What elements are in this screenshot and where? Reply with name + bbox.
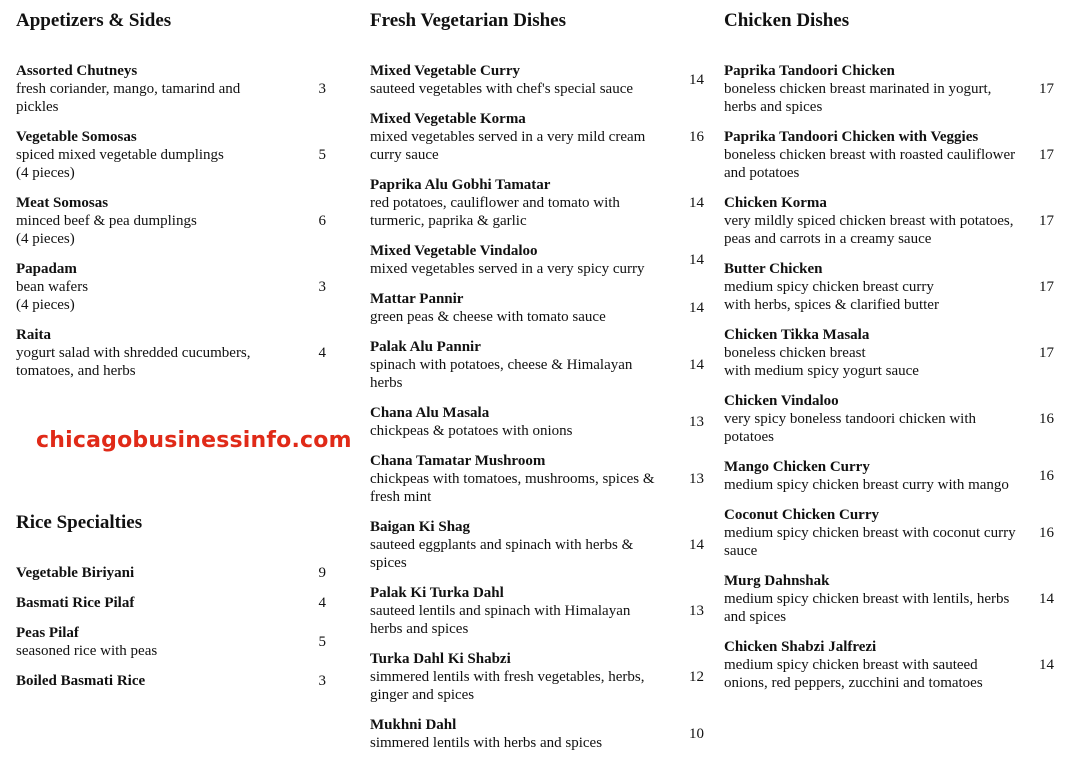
menu-item [370,650,704,704]
menu-item [370,518,704,572]
menu-item-price: 9 [318,565,326,581]
menu-item-name: Raita [16,327,51,343]
menu-item-name: Turka Dahl Ki Shabzi [370,651,511,667]
menu-item [370,584,704,638]
menu-item-price: 4 [318,595,326,611]
menu-item-name: Chana Tamatar Mushroom [370,453,546,469]
menu-item [724,638,1060,692]
menu-item-price: 14 [689,195,704,211]
menu-item-price: 13 [689,471,704,487]
menu-item-name: Paprika Tandoori Chicken with Veggies [724,129,979,145]
menu-item-description: seasoned rice with peas [16,643,158,659]
menu-item-price: 6 [318,213,326,229]
menu-item-price: 5 [318,147,326,163]
menu-item [370,404,704,440]
menu-item [370,338,704,392]
menu-item-name: Peas Pilaf [16,625,79,641]
menu-item-name: Papadam [16,261,77,277]
menu-section-rice-specialties [16,512,328,690]
menu-item-description: medium spicy chicken breast with lentils, herbs and spices [724,591,1010,625]
menu-column-2 [370,10,704,764]
menu-item-name: Baigan Ki Shag [370,519,471,535]
menu-item-name: Mixed Vegetable Korma [370,111,526,127]
menu-item-name: Paprika Tandoori Chicken [724,63,895,79]
menu-item-description: chickpeas & potatoes with onions [370,423,573,439]
menu-item [16,326,328,380]
menu-item-name: Chana Alu Masala [370,405,490,421]
menu-item [724,326,1060,380]
menu-item-price: 17 [1039,345,1054,361]
menu-item-description: simmered lentils with fresh vegetables, herbs, ginger and spices [370,669,645,703]
menu-item-price: 17 [1039,81,1054,97]
menu-item-description: bean wafers (4 pieces) [16,279,89,313]
menu-item-price: 14 [689,537,704,553]
menu-item-price: 3 [318,673,326,689]
watermark: chicagobusinessinfo.com [36,428,352,453]
section-title: Fresh Vegetarian Dishes [370,10,566,31]
menu-item [370,110,704,164]
menu-item-description: boneless chicken breast marinated in yogurt, herbs and spices [724,81,992,115]
menu-item-description: simmered lentils with herbs and spices [370,735,603,751]
menu-section-chicken-dishes [724,10,1060,692]
menu-item-price: 17 [1039,213,1054,229]
menu-item-price: 12 [689,669,704,685]
menu-item-description: fresh coriander, mango, tamarind and pickles [16,81,241,115]
menu-item-description: medium spicy chicken breast curry with herbs, spices & clarified butter [724,279,939,313]
menu-item-price: 14 [689,357,704,373]
menu-item-description: boneless chicken breast with roasted cauliflower and potatoes [724,147,1016,181]
menu-item-name: Butter Chicken [724,261,823,277]
menu-item-description: chickpeas with tomatoes, mushrooms, spices & fresh mint [370,471,655,505]
menu-column-3 [724,10,1060,704]
menu-item [16,672,328,690]
menu-item [724,62,1060,116]
menu-item-description: very mildly spiced chicken breast with potatoes, peas and carrots in a creamy sauce [724,213,1014,247]
menu-item-price: 13 [689,603,704,619]
menu-item-price: 14 [1039,657,1054,673]
menu-item-name: Palak Alu Pannir [370,339,481,355]
menu-item-name: Mixed Vegetable Curry [370,63,520,79]
menu-item-description: boneless chicken breast with medium spicy yogurt sauce [724,345,919,379]
menu-item-description: medium spicy chicken breast curry with mango [724,477,1009,493]
menu-item-name: Paprika Alu Gobhi Tamatar [370,177,551,193]
section-title: Appetizers & Sides [16,10,172,31]
menu-item-name: Vegetable Biriyani [16,565,135,581]
section-title: Rice Specialties [16,512,143,533]
menu-item-price: 16 [1039,525,1054,541]
menu-item-name: Chicken Vindaloo [724,393,839,409]
menu-item-price: 14 [689,72,704,88]
menu-item-description: medium spicy chicken breast with sauteed onions, red peppers, zucchini and tomatoes [724,657,983,691]
menu-item-description: mixed vegetables served in a very spicy curry [370,261,645,277]
menu-item-description: sauteed eggplants and spinach with herbs & spices [370,537,634,571]
menu-item-name: Chicken Shabzi Jalfrezi [724,639,877,655]
menu-item-description: yogurt salad with shredded cucumbers, tomatoes, and herbs [16,345,251,379]
menu-item [370,242,704,278]
menu-item [16,260,328,314]
menu-item-name: Mixed Vegetable Vindaloo [370,243,538,259]
menu-item-description: green peas & cheese with tomato sauce [370,309,606,325]
menu-item-price: 14 [1039,591,1054,607]
menu-item [370,452,704,506]
menu-item-name: Boiled Basmati Rice [16,673,146,689]
menu-item [370,62,704,98]
menu-item-name: Mukhni Dahl [370,717,457,733]
section-title: Chicken Dishes [724,10,850,31]
menu-item-name: Mattar Pannir [370,291,464,307]
menu-item [16,624,328,660]
menu-item-description: mixed vegetables served in a very mild cream curry sauce [370,129,646,163]
menu-item [724,458,1060,494]
menu-item-name: Basmati Rice Pilaf [16,595,135,611]
menu-item-name: Coconut Chicken Curry [724,507,880,523]
menu-item-price: 5 [318,634,326,650]
menu-item [724,128,1060,182]
menu-item [724,572,1060,626]
menu-item-price: 3 [318,279,326,295]
menu-item-description: medium spicy chicken breast with coconut curry sauce [724,525,1016,559]
menu-item-price: 4 [318,345,326,361]
menu-item [16,564,328,582]
menu-item [370,716,704,752]
menu-item [724,194,1060,248]
menu-item [724,260,1060,314]
menu-item-price: 17 [1039,147,1054,163]
menu-item-name: Assorted Chutneys [16,63,138,79]
menu-item-name: Chicken Tikka Masala [724,327,870,343]
menu-item-description: sauteed lentils and spinach with Himalayan herbs and spices [370,603,631,637]
menu-item-name: Palak Ki Turka Dahl [370,585,504,601]
menu-item [16,194,328,248]
menu-item-name: Murg Dahnshak [724,573,830,589]
menu-item-price: 14 [689,300,704,316]
menu-item-price: 16 [1039,411,1054,427]
menu-item [724,392,1060,446]
menu-item-price: 17 [1039,279,1054,295]
menu-item [370,290,704,326]
menu-item-price: 16 [689,129,704,145]
menu-item-name: Vegetable Somosas [16,129,137,145]
menu-item-price: 16 [1039,468,1054,484]
menu-item-price: 3 [318,81,326,97]
menu-item [724,506,1060,560]
menu-item [16,594,328,612]
menu-item-price: 10 [689,726,704,742]
menu-item-description: spinach with potatoes, cheese & Himalayan herbs [370,357,633,391]
menu-item-description: red potatoes, cauliflower and tomato with turmeric, paprika & garlic [370,195,620,229]
menu-section-appetizers-sides [16,10,328,380]
menu-item-name: Meat Somosas [16,195,109,211]
menu-item-price: 13 [689,414,704,430]
menu-item [16,128,328,182]
menu-item-description: very spicy boneless tandoori chicken with potatoes [724,411,977,445]
menu-item-name: Chicken Korma [724,195,827,211]
menu-item [16,62,328,116]
menu-item-description: spiced mixed vegetable dumplings (4 pieces) [16,147,224,181]
menu-item-price: 14 [689,252,704,268]
menu-item-name: Mango Chicken Curry [724,459,870,475]
menu-item-description: minced beef & pea dumplings (4 pieces) [16,213,197,247]
menu-item [370,176,704,230]
menu-section-fresh-vegetarian-dishes [370,10,704,752]
menu-column-1 [16,10,328,702]
menu-item-description: sauteed vegetables with chef's special sauce [370,81,634,97]
